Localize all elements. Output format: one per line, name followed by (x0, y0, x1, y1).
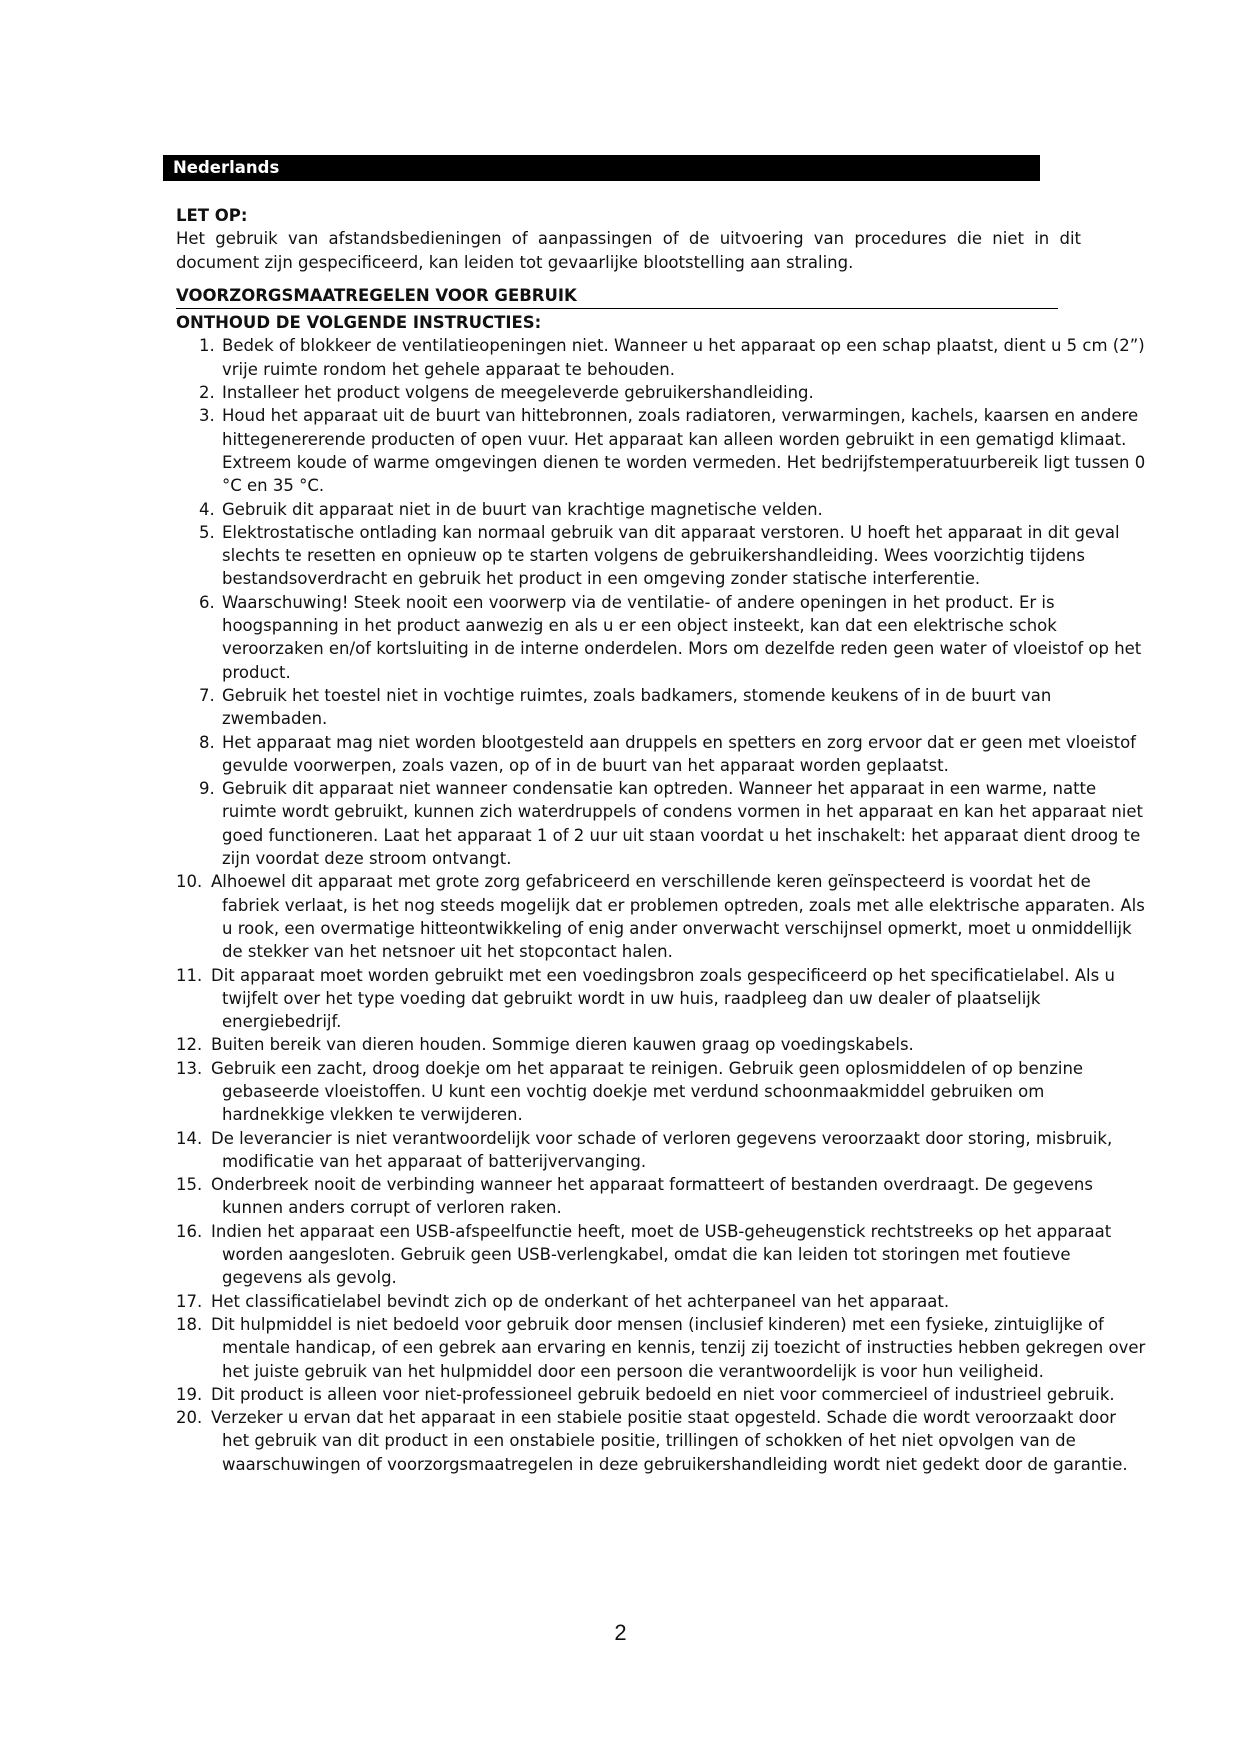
instruction-item (176, 1383, 1148, 1406)
instruction-item (176, 870, 1148, 963)
instruction-text: Installeer het product volgens de meegeleverde gebruikershandleiding. (222, 383, 814, 403)
instruction-text: Houd het apparaat uit de buurt van hittebronnen, zoals radiatoren, verwarmingen, kachels, kaarsen en andere hittegenererende producten of open vuur. Het apparaat kan alleen worden gebruikt in een gematigd klimaat. Extreem koude of warme omgevingen dienen te worden vermeden. Het bedrijfstemperatuurbereik ligt tussen 0 °C en 35 °C. (222, 406, 1146, 496)
section-title: VOORZORGSMAATREGELEN VOOR GEBRUIK (176, 284, 1058, 309)
instruction-text: Elektrostatische ontlading kan normaal gebruik van dit apparaat verstoren. U hoeft het apparaat in dit geval slechts te resetten en opnieuw op te starten volgens de gebruikershandleiding. Wees voorzichtig tijdens bestandsoverdracht en gebruik het product in een omgeving zonder statische interferentie. (222, 522, 1120, 589)
instruction-text: Gebruik een zacht, droog doekje om het apparaat te reinigen. Gebruik geen oplosmiddelen of op benzine gebaseerde vloeistoffen. U kunt een vochtig doekje met verdund schoonmaakmiddel gebruiken om hardnekkige vlekken te verwijderen. (211, 1058, 1084, 1125)
instruction-text: Gebruik dit apparaat niet wanneer condensatie kan optreden. Wanneer het apparaat in een warme, natte ruimte wordt gebruikt, kunnen zich waterdruppels of condens vormen in het apparaat en kan het apparaat niet goed functioneren. Laat het apparaat 1 of 2 uur uit staan voordat u het inschakelt: het apparaat dient droog te zijn voordat deze stroom ontvangt. (222, 779, 1144, 869)
instruction-item (176, 1173, 1148, 1220)
instruction-number: 3. (199, 406, 215, 426)
instruction-item (176, 684, 1148, 731)
instruction-text: Waarschuwing! Steek nooit een voorwerp via de ventilatie- of andere openingen in het product. Er is hoogspanning in het product aanwezig en als u er een object insteekt, kan dat een elektrische schok veroorzaken en/of kortsluiting in de interne onderdelen. Mors om dezelfde reden geen water of vloeistof op het product. (222, 592, 1142, 682)
instruction-number: 8. (199, 732, 215, 752)
instruction-text: Buiten bereik van dieren houden. Sommige dieren kauwen graag op voedingskabels. (211, 1035, 914, 1055)
instruction-item (176, 404, 1148, 497)
instruction-number: 6. (199, 592, 215, 612)
instruction-number: 12. (176, 1035, 203, 1055)
instruction-item (176, 1313, 1148, 1383)
instruction-text: Het classificatielabel bevindt zich op de onderkant of het achterpaneel van het apparaat. (211, 1291, 950, 1311)
instruction-number: 1. (199, 336, 215, 356)
instruction-item (176, 381, 1148, 404)
instruction-text: Dit apparaat moet worden gebruikt met een voedingsbron zoals gespecificeerd op het specificatielabel. Als u twijfelt over het type voeding dat gebruikt wordt in uw huis, raadpleeg dan uw dealer of plaatselijk energiebedrijf. (211, 965, 1115, 1032)
page-number: 2 (614, 1620, 627, 1645)
instruction-text: Dit product is alleen voor niet-professioneel gebruik bedoeld en niet voor commercieel of industrieel gebruik. (211, 1384, 1115, 1404)
section-subtitle: ONTHOUD DE VOLGENDE INSTRUCTIES: (176, 313, 542, 333)
instruction-number: 19. (176, 1384, 203, 1404)
instruction-item (176, 731, 1148, 778)
instruction-item (176, 521, 1148, 591)
instruction-text: Gebruik het toestel niet in vochtige ruimtes, zoals badkamers, stomende keukens of in de buurt van zwembaden. (222, 685, 1052, 729)
instruction-number: 16. (176, 1221, 203, 1241)
instruction-item (176, 1406, 1148, 1476)
instruction-text: Gebruik dit apparaat niet in de buurt van krachtige magnetische velden. (222, 499, 823, 519)
instruction-number: 9. (199, 779, 215, 799)
instruction-text: Dit hulpmiddel is niet bedoeld voor gebruik door mensen (inclusief kinderen) met een fysieke, zintuiglijke of mentale handicap, of een gebrek aan ervaring en kennis, tenzij zij toezicht of instructies hebben gekregen over het juiste gebruik van het hulpmiddel door een persoon die verantwoordelijk is voor hun veiligheid. (211, 1314, 1146, 1381)
instruction-number: 5. (199, 522, 215, 542)
instruction-item (176, 1290, 1148, 1313)
language-header-bar (163, 155, 1040, 181)
instruction-number: 17. (176, 1291, 203, 1311)
instruction-text: Bedek of blokkeer de ventilatieopeningen niet. Wanneer u het apparaat op een schap plaatst, dient u 5 cm (2”) vrije ruimte rondom het gehele apparaat te behouden. (222, 336, 1145, 379)
instruction-number: 11. (176, 965, 203, 985)
instruction-item (176, 1057, 1148, 1127)
instruction-item (176, 964, 1148, 1034)
instruction-text: Alhoewel dit apparaat met grote zorg gefabriceerd en verschillende keren geïnspecteerd is voordat het de fabriek verlaat, is het nog steeds mogelijk dat er problemen optreden, zoals met alle elektrische apparaten. Als u rook, een overmatige hitteontwikkeling of enig ander onverwacht verschijnsel opmerkt, moet u onmiddellijk de stekker van het netsnoer uit het stopcontact halen. (211, 872, 1145, 962)
instruction-item (176, 1033, 1148, 1056)
instruction-number: 7. (199, 685, 215, 705)
caution-text: Het gebruik van afstandsbedieningen of aanpassingen of de uitvoering van procedures die niet in dit document zijn gespecificeerd, kan leiden tot gevaarlijke blootstelling aan straling. (176, 229, 1081, 272)
instruction-item (176, 498, 1148, 521)
instruction-text: De leverancier is niet verantwoordelijk voor schade of verloren gegevens veroorzaakt door storing, misbruik, modificatie van het apparaat of batterijvervanging. (211, 1128, 1113, 1171)
caution-title: LET OP: (176, 206, 248, 225)
instruction-number: 18. (176, 1314, 203, 1334)
instruction-text: Het apparaat mag niet worden blootgesteld aan druppels en spetters en zorg ervoor dat er geen met vloeistof gevulde voorwerpen, zoals vazen, op of in de buurt van het apparaat worden geplaatst. (222, 732, 1136, 775)
instruction-number: 20. (176, 1408, 203, 1428)
instruction-text: Indien het apparaat een USB-afspeelfunctie heeft, moet de USB-geheugenstick rechtstreeks op het apparaat worden aangesloten. Gebruik geen USB-verlengkabel, omdat die kan leiden tot storingen met foutieve gegevens als gevolg. (211, 1221, 1112, 1288)
instruction-item (176, 777, 1148, 870)
instruction-text: Onderbreek nooit de verbinding wanneer het apparaat formatteert of bestanden overdraagt. De gegevens kunnen anders corrupt of verloren raken. (211, 1175, 1093, 1218)
instruction-number: 14. (176, 1128, 203, 1148)
instruction-text: Verzeker u ervan dat het apparaat in een stabiele positie staat opgesteld. Schade die wordt veroorzaakt door het gebruik van dit product in een onstabiele positie, trillingen of schokken of het niet opvolgen van de waarschuwingen of voorzorgsmaatregelen in deze gebruikershandleiding wordt niet gedekt door de garantie. (211, 1408, 1128, 1474)
language-label: Nederlands (173, 158, 280, 177)
instruction-item (176, 334, 1148, 381)
instruction-item (176, 591, 1148, 684)
instruction-number: 2. (199, 383, 215, 403)
instruction-number: 15. (176, 1175, 203, 1195)
instruction-number: 13. (176, 1058, 203, 1078)
page-content (176, 200, 1148, 1476)
instruction-number: 10. (176, 872, 203, 892)
instruction-item (176, 1220, 1148, 1290)
instruction-number: 4. (199, 499, 215, 519)
instruction-list (176, 334, 1148, 1476)
instruction-item (176, 1127, 1148, 1174)
